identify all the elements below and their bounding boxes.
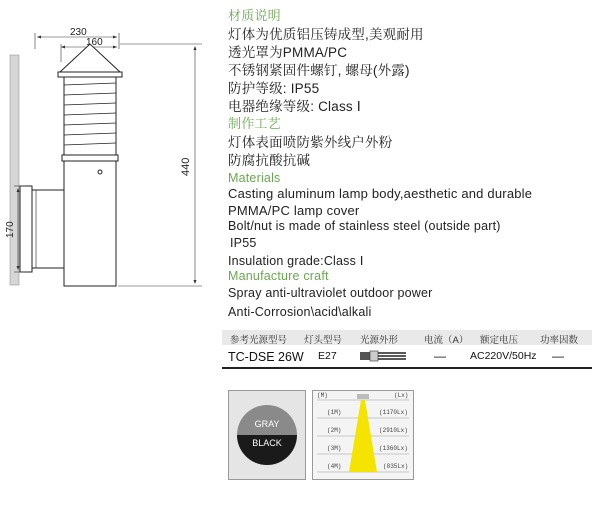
lux-value-1: (1170Lx) [379, 409, 408, 416]
table-header-shape: 光源外形 [360, 335, 399, 346]
en-craft-1: Spray anti-ultraviolet outdoor power [228, 286, 433, 300]
color-option-black: BLACK [252, 438, 282, 448]
en-insulation-text: Insulation grade:Class Ⅰ [228, 254, 364, 268]
dim-height-total: 440 [180, 157, 192, 176]
table-header-model: 参考光源型号 [230, 335, 288, 346]
table-header-row [222, 330, 592, 345]
lux-distance-3: (3M) [327, 445, 342, 452]
lamp-technical-drawing [0, 0, 220, 300]
table-header-socket: 灯头型号 [304, 335, 343, 346]
light-source-icon [357, 394, 369, 399]
en-craft-2: Anti-Corrosion\acid\alkali [228, 305, 372, 319]
dim-width-total: 230 [70, 27, 87, 38]
table-cell-pf: — [552, 349, 564, 363]
screw-dot [98, 170, 102, 174]
table-header-current: 电流（A） [424, 335, 469, 346]
light-distribution-panel [312, 390, 414, 480]
table-cell-voltage: AC220V/50Hz [470, 350, 537, 362]
lux-header-distance: (M) [317, 392, 328, 399]
table-header-voltage: 额定电压 [480, 335, 519, 346]
color-option-gray: GRAY [254, 419, 280, 429]
cn-craft-title: 制作工艺 [228, 116, 281, 131]
en-cover-text: PMMA/PC lamp cover [228, 203, 360, 218]
lux-distance-2: (2M) [327, 427, 342, 434]
cn-craft-2: 防腐抗酸抗碱 [228, 153, 311, 168]
cn-body-text: 灯体为优质铝压铸成型,美观耐用 [228, 27, 424, 42]
lux-distance-1: (1M) [327, 409, 342, 416]
table-header-pf: 功率因数 [540, 335, 579, 346]
en-ip-text: IP55 [230, 236, 257, 250]
cn-craft-1: 灯体表面喷防紫外线户外粉 [228, 135, 393, 150]
lux-value-3: (1360Lx) [379, 445, 408, 452]
wall-bracket [20, 186, 32, 272]
spec-table [222, 330, 592, 369]
table-cell-model: TC-DSE 26W [228, 350, 304, 364]
table-cell-socket: E27 [318, 350, 337, 362]
en-body-text: Casting aluminum lamp body,aesthetic and durable [228, 186, 533, 201]
lamp-body [64, 161, 116, 286]
cn-insulation-text: 电器绝缘等级: Class Ⅰ [228, 99, 361, 114]
table-row [222, 345, 592, 367]
lux-header-unit: (Lx) [394, 392, 409, 399]
dim-width-inner: 160 [86, 37, 103, 48]
table-bottom-rule [222, 367, 592, 369]
wall-hatch [10, 55, 19, 285]
cn-material-title: 材质说明 [228, 8, 281, 23]
en-bolt-text: Bolt/nut is made of stainless steel (outside part) [228, 219, 501, 233]
en-material-title: Materials [228, 171, 281, 185]
table-cell-current: — [434, 349, 446, 363]
lamp-roof [60, 44, 120, 72]
lux-value-4: (835Lx) [383, 463, 409, 470]
lux-distance-4: (4M) [327, 463, 342, 470]
cn-cover-text: 透光罩为PMMA/PC [228, 45, 348, 60]
bulb-shape-icon [360, 348, 408, 367]
cn-bolt-text: 不锈钢紧固件螺钉, 螺母(外露) [228, 63, 410, 78]
lux-value-2: (2910Lx) [379, 427, 408, 434]
color-options-panel [228, 390, 306, 480]
cn-ip-text: 防护等级: IP55 [228, 81, 320, 96]
dim-height-lower: 170 [5, 221, 16, 238]
en-craft-title: Manufacture craft [228, 269, 329, 283]
